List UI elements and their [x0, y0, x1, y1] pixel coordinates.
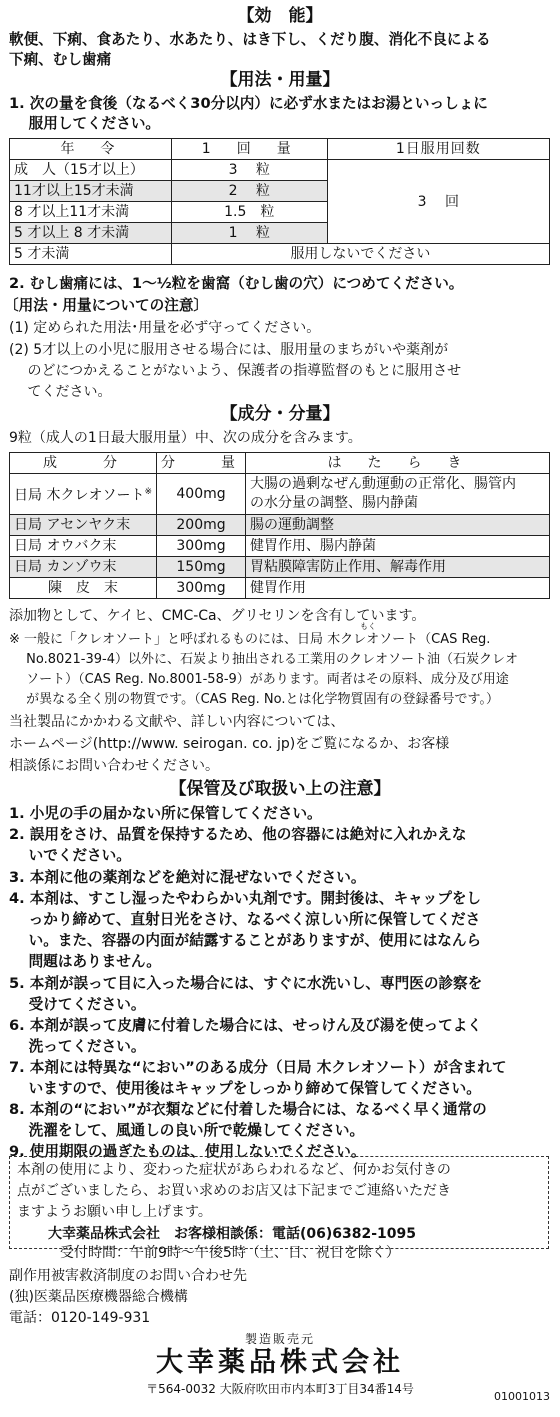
dosage-amount-cell: 1 粒	[171, 223, 327, 244]
table-row	[10, 474, 550, 515]
dosage-item2: 2. むし歯痛には、1〜½粒を歯窩（むし歯の穴）につめてください。	[9, 275, 464, 292]
table-row	[10, 557, 550, 578]
storage-line: 3. 本剤に他の薬剤などを絶対に混ぜないでください。	[9, 869, 366, 886]
dosage-age-cell: 5 才以上 8 才未満	[10, 223, 172, 244]
ingredient-amount-cell: 300mg	[157, 578, 246, 599]
manufacturer-name: 大幸薬品株式会社	[156, 1347, 404, 1378]
storage-line: いますので、使用後はキャップをしっかり締めて保管してください。	[9, 1080, 481, 1097]
ingredient-name-cell: 日局 オウバク末	[10, 536, 157, 557]
storage-line: 問題はありません。	[9, 953, 161, 970]
storage-line: 8. 本剤の“におい”が衣類などに付着した場合には、なるべく早く通常の	[9, 1101, 487, 1118]
ingredient-col-name: 成 分	[10, 453, 157, 474]
relief-line-2: (独)医薬品医療機器総合機構	[9, 1289, 188, 1305]
table-row	[10, 160, 550, 181]
dosage-note-line-2: (2) 5才以上の小児に服用させる場合には、服用量のまちがいや薬剤が	[9, 342, 449, 358]
notice-hours: 受付時間：午前9時〜午後5時（土、日、祝日を除く）	[60, 1245, 400, 1261]
storage-line: 7. 本剤には特異な“におい”のある成分（日局 木クレオソート）が含まれて	[9, 1059, 507, 1076]
ingredient-col-amount: 分 量	[157, 453, 246, 474]
footnote-line-3: ソート）（CAS Reg. No.8001-58-9）があります。両者はその原料、成分及び用途	[9, 672, 509, 687]
relief-line-1: 副作用被害救済制度のお問い合わせ先	[9, 1268, 247, 1284]
ingredients-heading: 【成分・分量】	[220, 404, 340, 424]
footnote-line-4: が異なる全く別の物質です。（CAS Reg. No.とは化学物質固有の登録番号です。）	[9, 692, 499, 707]
table-row	[10, 515, 550, 536]
ingredient-action-cell: 健胃作用、腸内静菌	[246, 536, 550, 557]
dosage-times-cell: 3 回	[327, 160, 549, 244]
storage-line: 9. 使用期限の過ぎたものは、使用しないでください。	[9, 1143, 366, 1160]
ingredient-action-cell: 胃粘膜障害防止作用、解毒作用	[246, 557, 550, 578]
dosage-col-times: 1日服用回数	[327, 139, 549, 160]
storage-line: っかり締めて、直射日光をさけ、なるべく涼しい所に保管してくださ	[9, 911, 481, 928]
ruby-moku: もく	[360, 622, 376, 631]
dosage-table	[9, 138, 550, 265]
dosage-note-line-4: てください。	[9, 384, 112, 400]
storage-line: 1. 小児の手の届かない所に保管してください。	[9, 805, 322, 822]
notice-line-3: ますようお願い申し上げます。	[17, 1204, 212, 1220]
ingredient-name-cell: 陳 皮 末	[10, 578, 157, 599]
contact-line-1: 当社製品にかかわる文献や、詳しい内容については、	[9, 714, 345, 730]
ingredient-amount-cell: 200mg	[157, 515, 246, 536]
table-row	[10, 536, 550, 557]
ingredient-action-cell: 大腸の過剰なぜん動運動の正常化、腸管内 の水分量の調整、腸内静菌	[246, 474, 550, 515]
storage-line: 受けてください。	[9, 996, 146, 1013]
notice-line-2: 点がございましたら、お買い求めのお店又は下記までご連絡いただき	[17, 1183, 451, 1199]
ingredients-table	[9, 452, 550, 599]
ingredient-action-cell: 腸の運動調整	[246, 515, 550, 536]
dosage-age-cell: 8 才以上11才未満	[10, 202, 172, 223]
footnote-line-1: ※ 一般に「クレオソート」と呼ばれるものには、日局 木クレオソート（CAS Reg.	[9, 632, 491, 647]
ingredient-amount-cell: 300mg	[157, 536, 246, 557]
storage-heading: 【保管及び取扱い上の注意】	[169, 779, 391, 799]
storage-line: 4. 本剤は、すこし湿ったやわらかい丸剤です。開封後は、キャップをし	[9, 890, 482, 907]
storage-line: 6. 本剤が誤って皮膚に付着した場合には、せっけん及び湯を使ってよく	[9, 1017, 482, 1034]
dosage-amount-cell: 3 粒	[171, 160, 327, 181]
ingredient-amount-cell: 150mg	[157, 557, 246, 578]
dosage-age-cell: 5 才未満	[10, 244, 172, 265]
dosage-col-age: 年 令	[10, 139, 172, 160]
dosage-item1-line-1: 1. 次の量を食後（なるべく30分以内）に必ず水またはお湯といっしょに	[9, 95, 488, 112]
storage-line: 5. 本剤が誤って目に入った場合には、すぐに水洗いし、専門医の診察を	[9, 975, 483, 992]
dosage-note-line-3: のどにつかえることがないよう、保護者の指導監督のもとに服用させ	[9, 363, 462, 379]
manufacturer-address: 〒564-0032 大阪府吹田市内本町3丁目34番14号	[146, 1382, 414, 1396]
ingredients-intro: 9粒（成人の1日最大服用量）中、次の成分を含みます。	[9, 430, 362, 446]
dosage-age-cell: 成 人（15才以上）	[10, 160, 172, 181]
relief-line-3: 電話：0120-149-931	[9, 1310, 151, 1326]
efficacy-heading: 【効 能】	[237, 6, 323, 26]
ingredient-col-action: は た ら き	[246, 453, 550, 474]
ingredient-name-cell: 日局 木クレオソート※	[10, 474, 157, 515]
storage-line: 洗濯をして、風通しの良い所で乾燥してください。	[9, 1122, 365, 1139]
dosage-heading: 【用法・用量】	[220, 70, 340, 90]
dosage-note-cell: 服用しないでください	[171, 244, 549, 265]
dosage-item1-line-2: 服用してください。	[9, 115, 161, 132]
notice-company-line: 大幸薬品株式会社 お客様相談係：電話(06)6382-1095	[48, 1226, 417, 1242]
footnote-mark: ※	[144, 487, 152, 498]
dosage-age-cell: 11才以上15才未満	[10, 181, 172, 202]
efficacy-line-2: 下痢、むし歯痛	[9, 51, 112, 68]
footnote-line-2: No.8021-39-4）以外に、石炭より抽出される工業用のクレオソート油（石炭クレオ	[9, 652, 518, 667]
storage-line: 洗ってください。	[9, 1038, 146, 1055]
contact-line-2: ホームページ(http://www. seirogan. co. jp)をご覧になるか、お客様	[9, 736, 450, 752]
table-row	[10, 578, 550, 599]
product-code: 01001013	[494, 1390, 550, 1403]
dosage-col-amount: 1 回 量	[171, 139, 327, 160]
storage-line: い。また、容器の内面が結露することがありますが、使用にはなんら	[9, 932, 482, 949]
additives-line: 添加物として、ケイヒ、CMC-Ca、グリセリンを含有しています。	[9, 608, 426, 624]
ingredient-action-cell: 健胃作用	[246, 578, 550, 599]
efficacy-line-1: 軟便、下痢、食あたり、水あたり、はき下し、くだり腹、消化不良による	[9, 31, 491, 48]
ingredient-amount-cell: 400mg	[157, 474, 246, 515]
dosage-notes-heading: 〔用法・用量についての注意〕	[4, 297, 209, 314]
dosage-note-line-1: (1) 定められた用法･用量を必ず守ってください。	[9, 320, 321, 336]
ingredient-name-cell: 日局 カンゾウ末	[10, 557, 157, 578]
storage-line: 2. 誤用をさけ、品質を保持するため、他の容器には絶対に入れかえな	[9, 826, 467, 843]
notice-line-1: 本剤の使用により、変わった症状があらわれるなど、何かお気付きの	[17, 1162, 451, 1178]
table-row	[10, 244, 550, 265]
ingredient-name-cell: 日局 アセンヤク末	[10, 515, 157, 536]
storage-line: いでください。	[9, 847, 131, 864]
manufacturer-label: 製造販売元	[244, 1332, 315, 1346]
contact-line-3: 相談係にお問い合わせください。	[9, 758, 219, 774]
dosage-amount-cell: 2 粒	[171, 181, 327, 202]
dosage-amount-cell: 1.5 粒	[171, 202, 327, 223]
